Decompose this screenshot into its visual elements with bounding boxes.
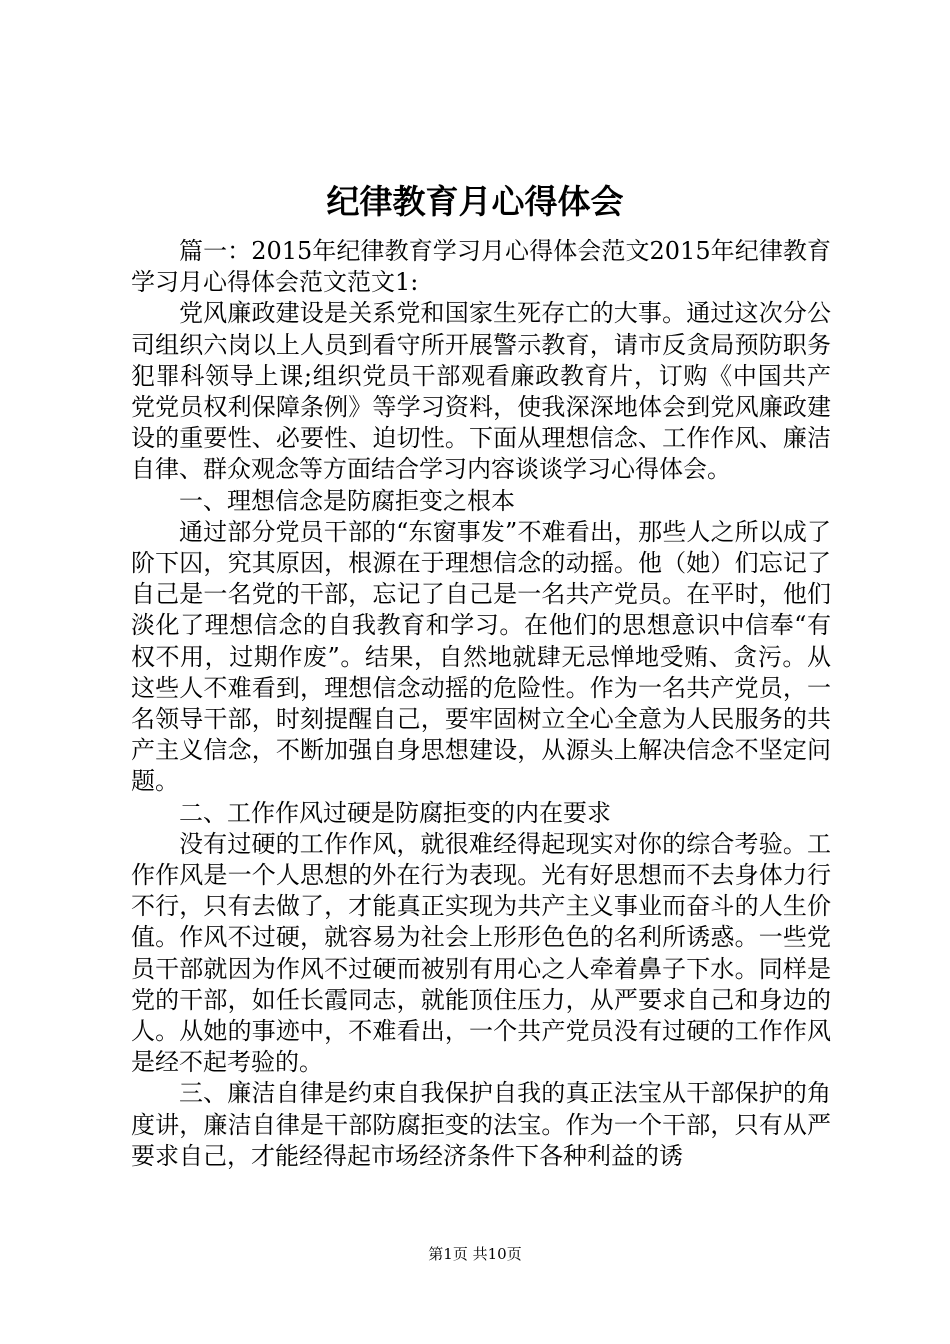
paragraph-section-3: 三、廉洁自律是约束自我保护自我的真正法宝从干部保护的角度讲，廉洁自律是干部防腐拒变的法宝。作为一个干部，只有从严要求自己，才能经得起市场经济条件下各种利益的诱 [131, 1079, 831, 1170]
paragraph-intro: 篇一：2015年纪律教育学习月心得体会范文2015年纪律教育学习月心得体会范文范文1: [131, 237, 831, 297]
section-heading-2: 二、工作作风过硬是防腐拒变的内在要求 [179, 798, 611, 827]
paragraph-section-2: 没有过硬的工作作风，就很难经得起现实对你的综合考验。工作作风是一个人思想的外在行为表现。光有好思想而不去身体力行不行，只有去做了，才能真正实现为共产主义事业而奋斗的人生价值。作风不过硬，就容易为社会上形形色色的名利所诱惑。一些党员干部就因为作风不过硬而被别有用心之人牵着鼻子下水。同样是党的干部，如任长霞同志，就能顶住压力，从严要求自己和身边的人。从她的事迹中，不难看出，一个共产党员没有过硬的工作作风是经不起考验的。 [131, 829, 831, 1077]
paragraph-section-1: 通过部分党员干部的“东窗事发”不难看出，那些人之所以成了阶下囚，究其原因，根源在于理想信念的动摇。他（她）们忘记了自己是一名党的干部，忘记了自己是一名共产党员。在平时，他们淡化了理想信念的自我教育和学习。在他们的思想意识中信奉“有权不用，过期作废”。结果，自然地就肆无忌惮地受贿、贪污。从这些人不难看到，理想信念动摇的危险性。作为一名共产党员，一名领导干部，时刻提醒自己，要牢固树立全心全意为人民服务的共产主义信念，不断加强自身思想建设，从源头上解决信念不坚定问题。 [131, 517, 831, 796]
paragraph-overview: 党风廉政建设是关系党和国家生死存亡的大事。通过这次分公司组织六岗以上人员到看守所开展警示教育，请市反贪局预防职务犯罪科领导上课;组织党员干部观看廉政教育片，订购《中国共产党党员权利保障条例》等学习资料，使我深深地体会到党风廉政建设的重要性、必要性、迫切性。下面从理想信念、工作作风、廉洁自律、群众观念等方面结合学习内容谈谈学习心得体会。 [131, 299, 831, 484]
section-heading-1: 一、理想信念是防腐拒变之根本 [179, 486, 515, 515]
page-title: 纪律教育月心得体会 [326, 182, 624, 221]
page-footer: 第1页 共10页 [428, 1245, 522, 1263]
document-body [131, 236, 831, 1172]
